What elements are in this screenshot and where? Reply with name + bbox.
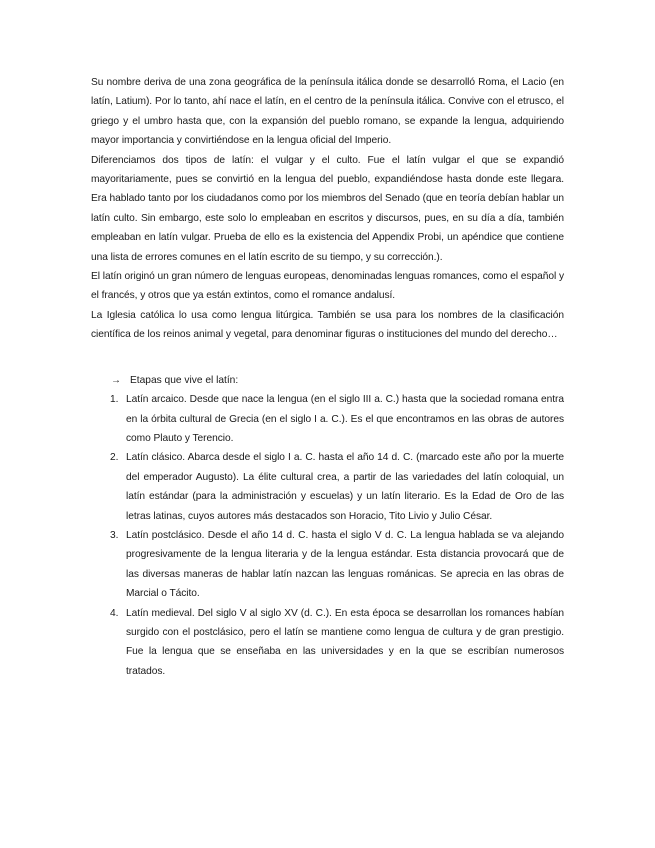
section-spacer (91, 345, 564, 371)
list-item-text: Latín clásico. Abarca desde el siglo I a. C. hasta el año 14 d. C. (marcado este año por la muerte del emperador Augusto). La élite cultural crea, a partir de las variedades del latín coloquial, un latín estándar (para la administración y escuelas) y un latín literario. Es la Edad de Oro de las letras latinas, cuyos autores más destacados son Horacio, Tito Livio y Julio César. (126, 452, 564, 522)
list-item (91, 390, 564, 448)
list-item (91, 526, 564, 604)
list-item-text: Latín postclásico. Desde el año 14 d. C. hasta el siglo V d. C. La lengua hablada se va alejando progresivamente de la lengua literaria y de la lengua estándar. Esta distancia provocará que de las diversas maneras de hablar latín nazcan las lenguas románicas. Se aprecia en las obras de Marcial o Tácito. (126, 529, 564, 600)
stages-list (91, 390, 564, 681)
paragraph-romance-languages: El latín originó un gran número de lenguas europeas, denominadas lenguas romances, como el español y el francés, y otros que ya están extintos, como el romance andalusí. (91, 271, 564, 302)
stages-heading-text: Etapas que vive el latín: (130, 374, 239, 386)
list-item-number: 2. (110, 452, 119, 464)
list-item-text: Latín arcaico. Desde que nace la lengua (en el siglo III a. C.) hasta que la sociedad romana entra en la órbita cultural de Grecia (en el siglo I a. C.). Es el que encontramos en las obras de autores como Plauto y Terencio. (126, 394, 564, 444)
stages-heading (111, 371, 564, 390)
paragraph-latin-types: Diferenciamos dos tipos de latín: el vulgar y el culto. Fue el latín vulgar el que se expandió mayoritariamente, pues se convirtió en la lengua del pueblo, expandiéndose hasta donde este llegara. Era hablado tanto por los ciudadanos como por los miembros del Senado (que en teoría debían hablar un latín culto. Sin embargo, este solo lo empleaban en escritos y discursos, pues, en su día a día, también empleaban en latín vulgar. Prueba de ello es la existencia del Appendix Probi, un apéndice que contiene una lista de errores comunes en el latín escrito de su tiempo, y su corrección.). (91, 154, 564, 263)
list-item-number: 4. (110, 607, 119, 619)
list-item-text: Latín medieval. Del siglo V al siglo XV (d. C.). En esta época se desarrollan los romances habían surgido con el postclásico, pero el latín se mantiene como lengua de cultura y de gran prestigio. Fue la lengua que se enseñaba en las universidades y en la que se escribían numerosos tratados. (126, 607, 564, 677)
document-page (91, 73, 564, 681)
list-item-number: 1. (110, 394, 119, 406)
list-item (91, 604, 564, 682)
list-item-number: 3. (110, 529, 119, 541)
paragraph-origin: Su nombre deriva de una zona geográfica de la península itálica donde se desarrolló Roma, el Lacio (en latín, Latium). Por lo tanto, ahí nace el latín, en el centro de la península itálica. Convive con el etrusco, el griego y el umbro hasta que, con la expansión del pueblo romano, se expande la lengua, adquiriendo mayor importancia y convirtiéndose en la lengua oficial del Imperio. (91, 77, 564, 147)
paragraph-modern-uses: La Iglesia católica lo usa como lengua litúrgica. También se usa para los nombres de la clasificación científica de los reinos animal y vegetal, para denominar figuras o instituciones del mundo del derecho… (91, 309, 564, 341)
arrow-right-icon: → (111, 374, 121, 386)
list-item (91, 448, 564, 526)
